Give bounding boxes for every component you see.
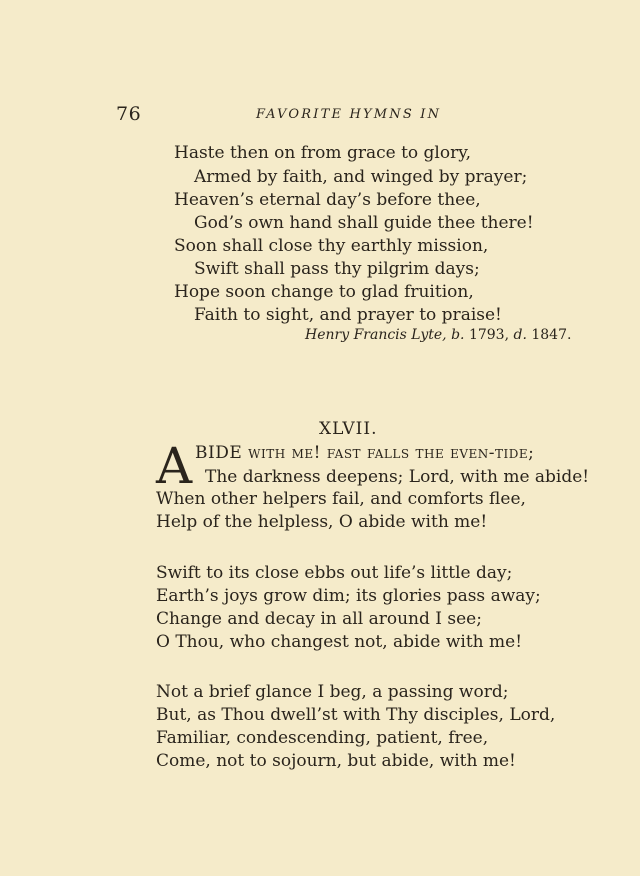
page-number: 76 (116, 103, 142, 125)
verse-line: When other helpers fail, and comforts flee, (156, 489, 526, 509)
verse-line: Earth’s joys grow dim; its glories pass away; (156, 586, 541, 606)
born-year: 1793, (468, 327, 510, 343)
died-year: 1847. (531, 327, 572, 343)
verse-line: But, as Thou dwell’st with Thy disciples, Lord, (156, 705, 556, 725)
verse-line: Hope soon change to glad fruition, (174, 282, 474, 302)
verse-line: Familiar, condescending, patient, free, (156, 728, 489, 748)
hymn-number: XLVII. (319, 419, 378, 439)
verse-line: Swift to its close ebbs out life’s little day; (156, 563, 513, 583)
verse-line: Heaven’s eternal day’s before thee, (174, 190, 481, 210)
drop-cap: A (156, 437, 193, 495)
verse-line: O Thou, who changest not, abide with me! (156, 632, 523, 652)
verse-line: Soon shall close thy earthly mission, (174, 236, 489, 256)
verse-line: Armed by faith, and winged by prayer; (194, 167, 528, 187)
verse-line: Change and decay in all around I see; (156, 609, 482, 629)
author-name: Henry Francis Lyte, (305, 327, 447, 343)
verse-line: God’s own hand shall guide thee there! (194, 213, 534, 233)
verse-line: Help of the helpless, O abide with me! (156, 512, 488, 532)
verse-line: Haste then on from grace to glory, (174, 143, 471, 163)
verse-line: Come, not to sojourn, but abide, with me! (156, 751, 516, 771)
verse-line: The darkness deepens; Lord, with me abide! (205, 467, 590, 487)
running-head: FAVORITE HYMNS IN (256, 107, 442, 122)
verse-line: BIDE with me! fast falls the even-tide; (195, 443, 535, 463)
verse-line: Swift shall pass thy pilgrim days; (194, 259, 480, 279)
died-label: d. (513, 327, 527, 343)
verse-line: Faith to sight, and prayer to praise! (194, 305, 502, 325)
author-attribution (305, 327, 571, 343)
born-label: b. (451, 327, 465, 343)
verse-line: Not a brief glance I beg, a passing word; (156, 682, 509, 702)
